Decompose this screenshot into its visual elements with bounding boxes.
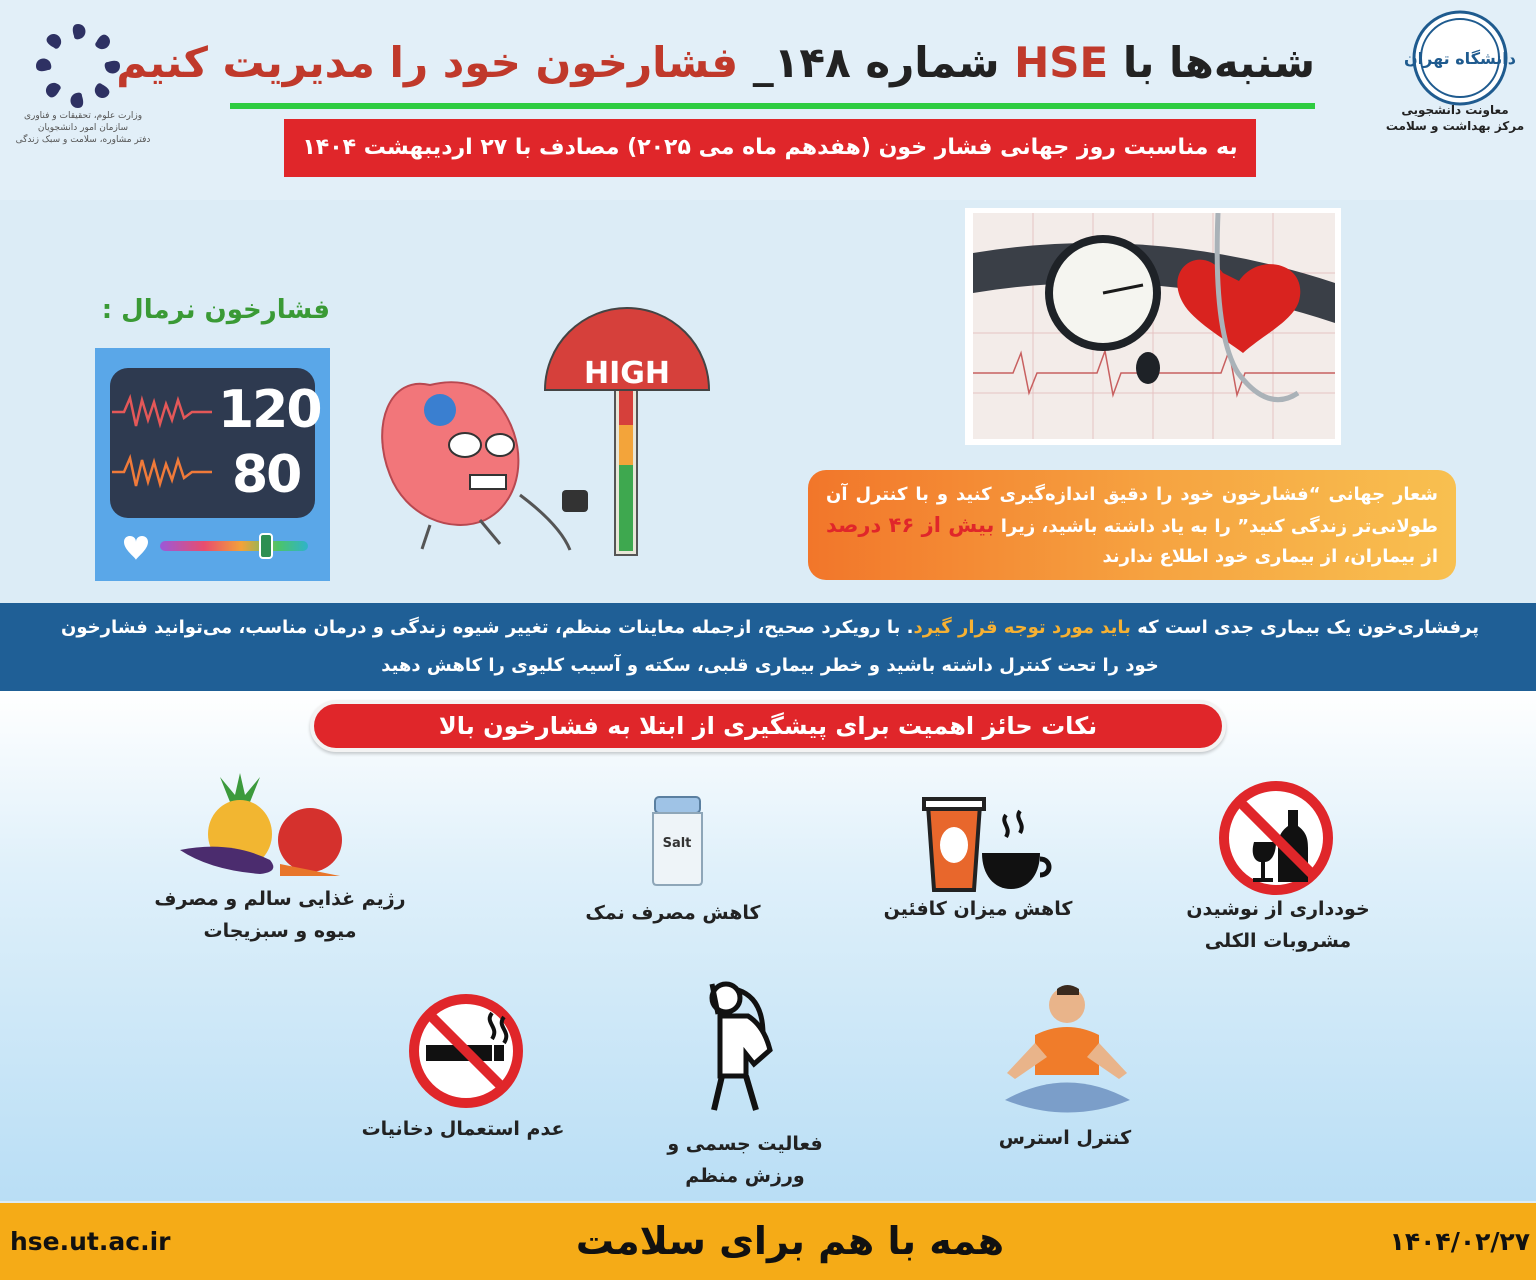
salt-icon: [645, 795, 710, 887]
tip-exercise-label: فعالیت جسمی و ورزش منظم: [667, 1133, 823, 1187]
no-smoking-icon: [408, 993, 524, 1109]
salt-shaker-label: Salt: [662, 836, 692, 851]
high-gauge-label: HIGH: [583, 356, 671, 391]
tip-stress-label: کنترل استرس: [998, 1127, 1132, 1149]
vegetables-icon: [180, 772, 350, 882]
title-hse: HSE: [1014, 38, 1109, 87]
systolic-value: 120: [218, 380, 321, 440]
subtitle-banner: به مناسبت روز جهانی فشار خون (هفدهم ماه می ۲۰۲۵) مصادف با ۲۷ اردیبهشت ۱۴۰۴: [284, 119, 1256, 177]
tip-no-alcohol-label: خودداری از نوشیدن مشروبات الکلی: [1186, 898, 1370, 952]
tip-salt-label: کاهش مصرف نمک: [585, 902, 761, 924]
slogan-highlight: بیش از ۴۶ درصد: [826, 513, 995, 537]
coffee-icon: [920, 795, 1055, 895]
bp-level-bar: [118, 530, 313, 564]
diastolic-value: 80: [232, 445, 301, 505]
slogan-box: شعار جهانی “فشارخون خود را دقیق اندازه‌گیری کنید و با کنترل آن طولانی‌تر زندگی کنید” را به یاد داشته باشید، زیرا بیش از ۴۶ درصد از بیماران، از بیماری خود اطلاع ندارند: [808, 470, 1456, 580]
exercise-icon: [700, 980, 792, 1112]
title-divider: [230, 103, 1315, 109]
no-alcohol-icon: [1218, 780, 1334, 896]
tips-heading: نکات حائز اهمیت برای پیشگیری از ابتلا به فشارخون بالا: [310, 700, 1226, 752]
ministry-logo-text: وزارت علوم، تحقیقات و فناوری سازمان امور دانشجویان دفتر مشاوره، سلامت و سبک زندگی: [15, 111, 151, 145]
pulse-wave-icon: [112, 390, 212, 500]
info-band-highlight: باید مورد توجه قرار گیرد: [913, 617, 1131, 638]
university-logo-caption: دانشگاه تهران: [1404, 49, 1516, 68]
normal-bp-label: فشارخون نرمال :: [101, 295, 330, 325]
footer-date: ۱۴۰۴/۰۲/۲۷: [1389, 1227, 1530, 1256]
meditation-icon: [995, 985, 1140, 1120]
university-logo: [1400, 8, 1520, 108]
page-title: شنبه‌ها با HSE شماره ۱۴۸_ فشارخون خود را مدیریت کنیم: [116, 38, 1315, 87]
heart-gauge-illustration: [370, 295, 720, 565]
footer-url-link[interactable]: hse.ut.ac.ir: [10, 1227, 171, 1256]
tip-smoking-label: عدم استعمال دخانیات: [361, 1118, 565, 1140]
tip-caffeine-label: کاهش میزان کافئین: [883, 898, 1073, 920]
footer-slogan: همه با هم برای سلامت: [575, 1219, 1005, 1263]
tip-diet-label: رژیم غذایی سالم و مصرف میوه و سبزیجات: [154, 888, 406, 942]
info-band-text: پرفشاری‌خون یک بیماری جدی است که باید مورد توجه قرار گیرد. با رویکرد صحیح، ازجمله معاینات منظم، تغییر شیوه زندگی و درمان مناسب، می‌توانید فشارخون خود را تحت کنترل داشته باشید و خطر بیماری قلبی، سکته و آسیب کلیوی را کاهش دهید: [61, 617, 1479, 676]
university-logo-text: معاونت دانشجویی مرکز بهداشت و سلامت: [1385, 103, 1525, 133]
bp-cuff-photo: [973, 213, 1335, 439]
